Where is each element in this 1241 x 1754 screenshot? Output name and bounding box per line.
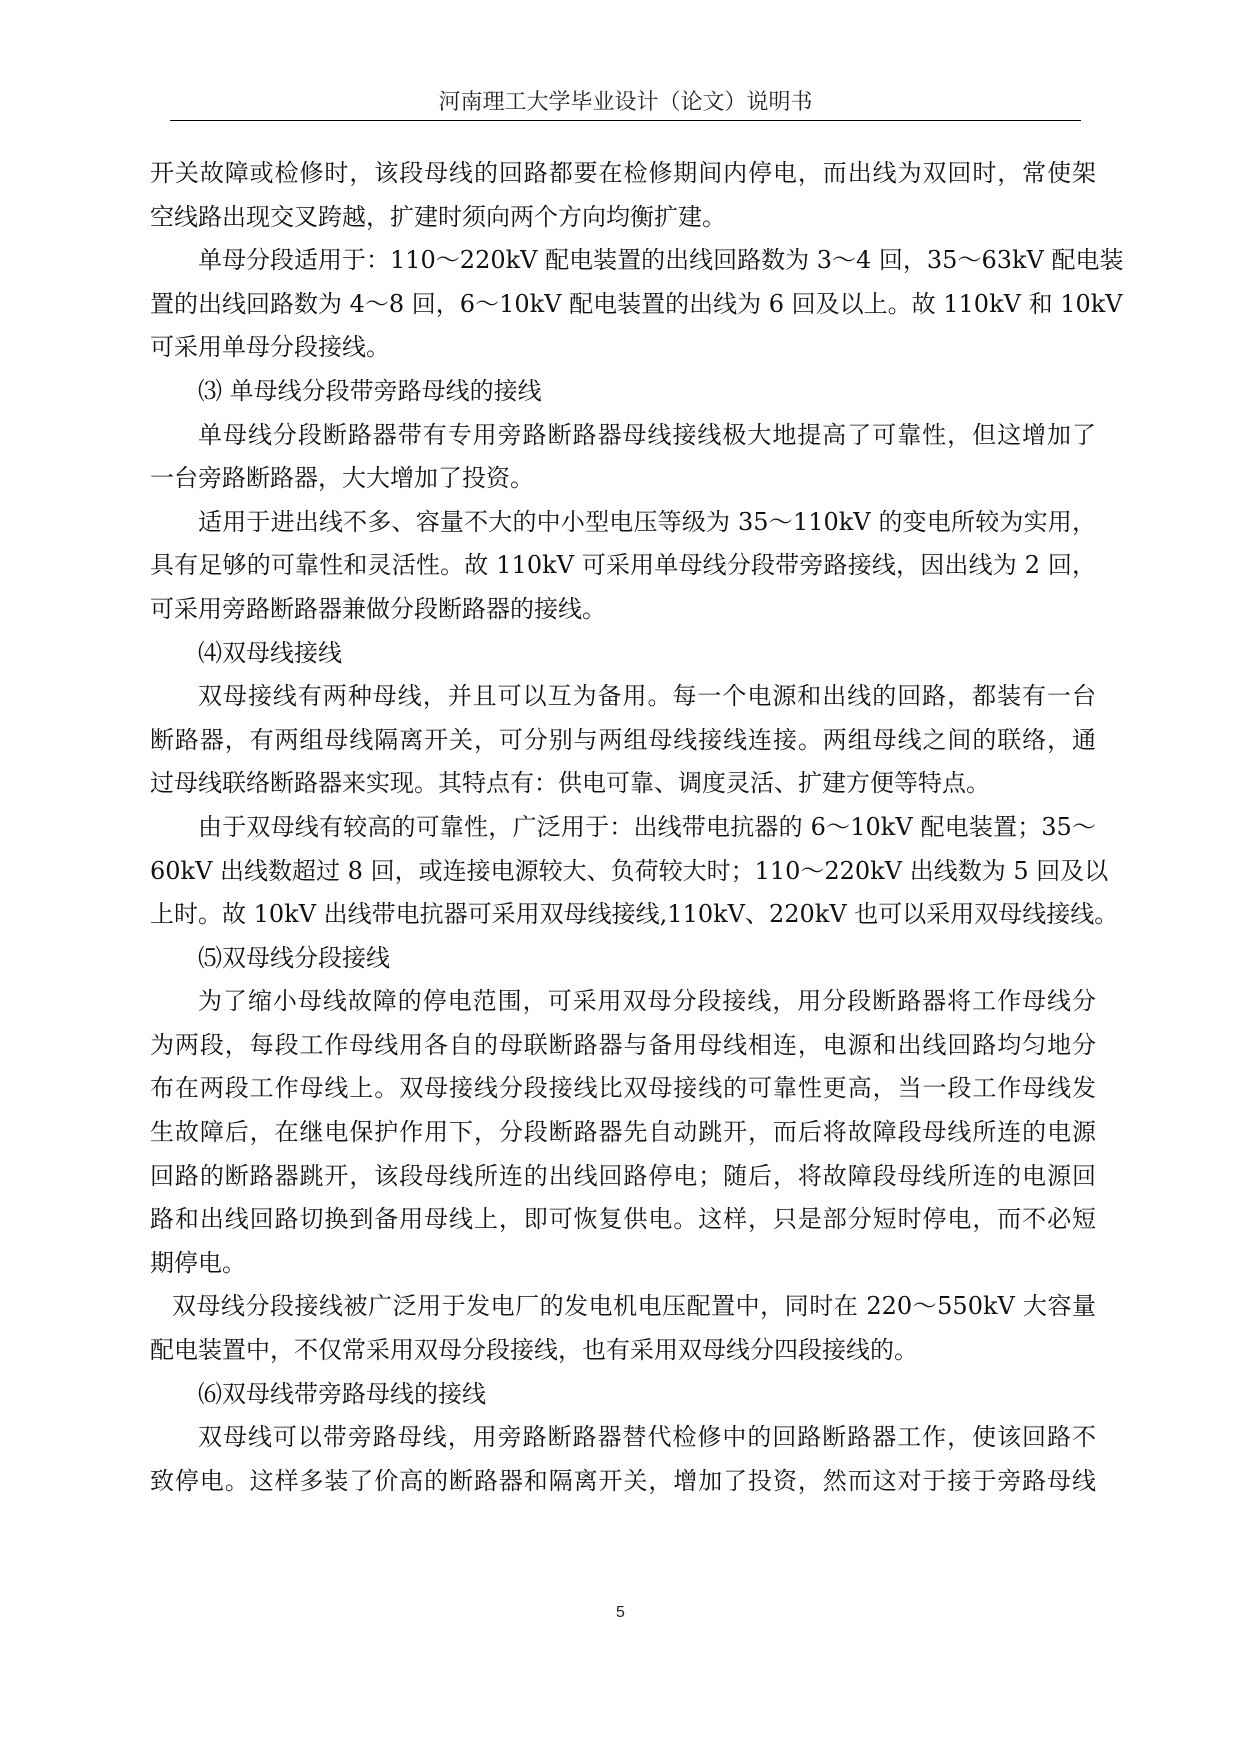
paragraph-line: 可采用单母分段接线。	[150, 333, 390, 362]
paragraph-line: 可采用旁路断路器兼做分段断路器的接线。	[150, 594, 606, 623]
paragraph-line: 布在两段工作母线上。双母接线分段接线比双母接线的可靠性更高，当一段工作母线发	[150, 1074, 1096, 1103]
paragraph-line: 60kV 出线数超过 8 回，或连接电源较大、负荷较大时；110～220kV 出线数为 5 回及以	[150, 856, 1109, 885]
paragraph-line: 开关故障或检修时，该段母线的回路都要在检修期间内停电，而出线为双回时，常使架	[150, 159, 1096, 187]
section-heading: ⑸双母线分段接线	[198, 943, 390, 972]
paragraph-line: 致停电。这样多装了价高的断路器和隔离开关，增加了投资，然而这对于接于旁路母线	[150, 1466, 1096, 1495]
page-header: 河南理工大学毕业设计（论文）说明书	[438, 90, 813, 115]
document-body	[150, 152, 1124, 1503]
paragraph-line: 配电装置中，不仅常采用双母分段接线，也有采用双母线分四段接线的。	[150, 1336, 918, 1365]
section-heading: ⑷双母线接线	[198, 638, 342, 667]
paragraph-line: 为两段，每段工作母线用各自的母联断路器与备用母线相连，电源和出线回路均匀地分	[150, 1030, 1096, 1059]
header-rule	[170, 120, 1081, 121]
paragraph-line: 双母接线有两种母线，并且可以互为备用。每一个电源和出线的回路，都装有一台	[198, 682, 1096, 711]
paragraph-line: 置的出线回路数为 4～8 回，6～10kV 配电装置的出线为 6 回及以上。故 110kV 和 10kV	[150, 289, 1123, 318]
section-heading: ⑹双母线带旁路母线的接线	[198, 1379, 486, 1408]
paragraph-line: 过母线联络断路器来实现。其特点有：供电可靠、调度灵活、扩建方便等特点。	[150, 769, 990, 798]
paragraph-line: 单母分段适用于：110～220kV 配电装置的出线回路数为 3～4 回，35～63kV 配电装	[198, 246, 1124, 275]
paragraph-line: 适用于进出线不多、容量不大的中小型电压等级为 35～110kV 的变电所较为实用，	[198, 507, 1096, 536]
paragraph-line: 生故障后，在继电保护作用下，分段断路器先自动跳开，而后将故障段母线所连的电源	[150, 1118, 1096, 1147]
paragraph-line: 单母线分段断路器带有专用旁路断路器母线接线极大地提高了可靠性，但这增加了	[198, 420, 1096, 449]
paragraph-line: 路和出线回路切换到备用母线上，即可恢复供电。这样，只是部分短时停电，而不必短	[150, 1205, 1096, 1234]
paragraph-line: 双母线分段接线被广泛用于发电厂的发电机电压配置中，同时在 220～550kV 大容量	[172, 1292, 1096, 1321]
paragraph-line: 一台旁路断路器，大大增加了投资。	[150, 464, 534, 493]
paragraph-line: 空线路出现交叉跨越，扩建时须向两个方向均衡扩建。	[150, 202, 726, 231]
paragraph-line: 断路器，有两组母线隔离开关，可分别与两组母线接线连接。两组母线之间的联络，通	[150, 725, 1096, 754]
paragraph-line: 具有足够的可靠性和灵活性。故 110kV 可采用单母线分段带旁路接线，因出线为 2 回，	[150, 551, 1096, 580]
paragraph-line: 双母线可以带旁路母线，用旁路断路器替代检修中的回路断路器工作，使该回路不	[198, 1423, 1096, 1452]
page-number: 5	[616, 1604, 625, 1621]
paragraph-line: 上时。故 10kV 出线带电抗器可采用双母线接线,110kV、220kV 也可以采用双母线接线。	[150, 900, 1119, 929]
paragraph-line: 回路的断路器跳开，该段母线所连的出线回路停电；随后，将故障段母线所连的电源回	[150, 1161, 1096, 1190]
paragraph-line: 由于双母线有较高的可靠性，广泛用于：出线带电抗器的 6～10kV 配电装置；35～	[198, 812, 1096, 841]
section-heading: ⑶ 单母线分段带旁路母线的接线	[198, 376, 542, 405]
paragraph-line: 为了缩小母线故障的停电范围，可采用双母分段接线，用分段断路器将工作母线分	[198, 987, 1096, 1016]
paragraph-line: 期停电。	[150, 1248, 246, 1277]
